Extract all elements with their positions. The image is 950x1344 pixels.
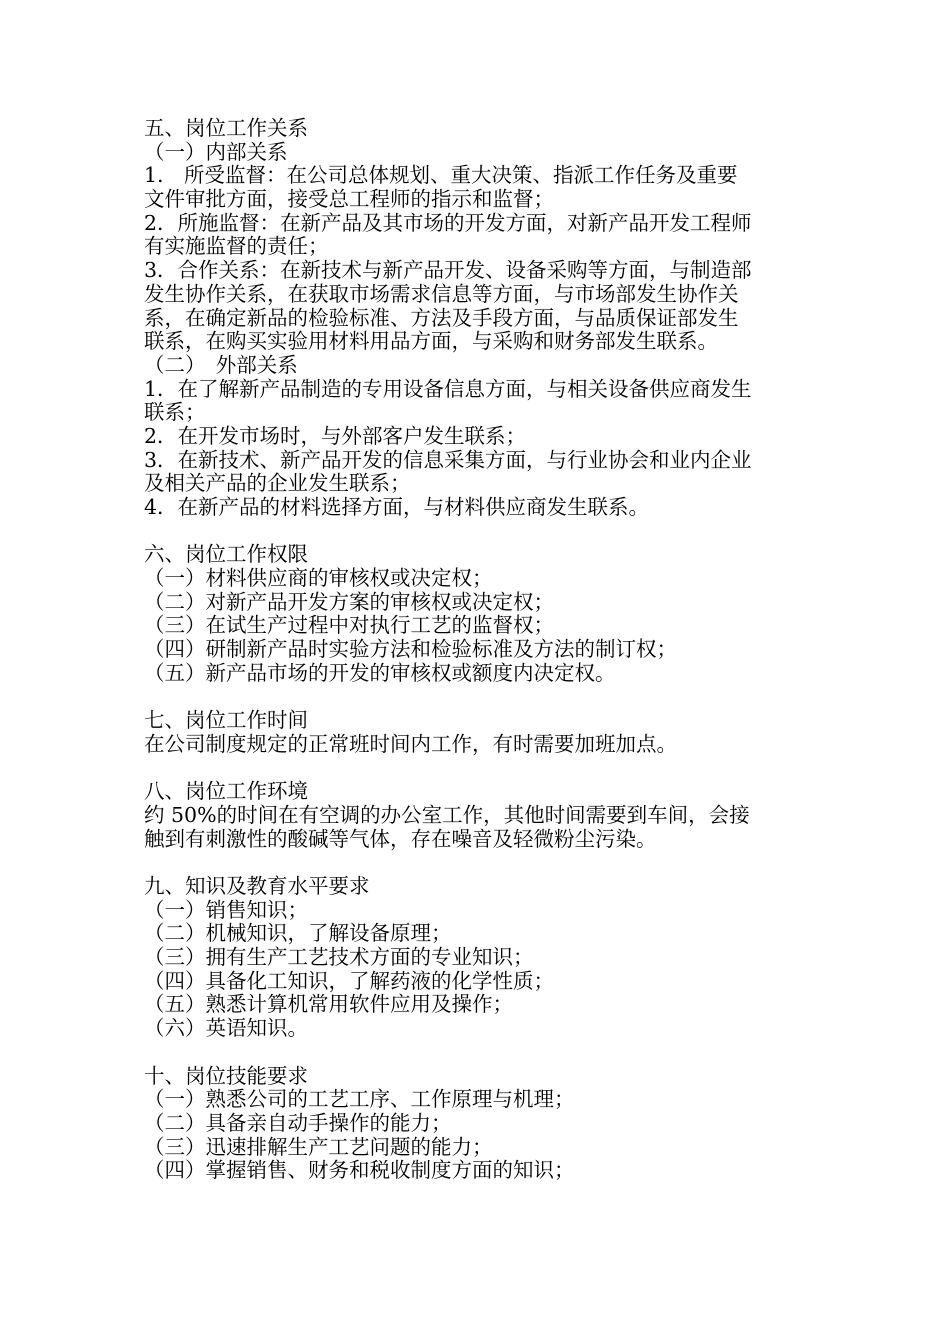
text-line: 及相关产品的企业发生联系； [144, 471, 411, 496]
text-line: （三）拥有生产工艺技术方面的专业知识； [144, 945, 534, 970]
blank-line [144, 686, 814, 710]
text-line: 1. 所受监督：在公司总体规划、重大决策、指派工作任务及重要 [144, 163, 738, 188]
text-line: （二）对新产品开发方案的审核权或决定权； [144, 589, 554, 614]
text-line: 有实施监督的责任； [144, 234, 329, 259]
blank-line [144, 520, 814, 544]
section-title: 九、知识及教育水平要求 [144, 874, 370, 898]
text-line: （六）英语知识。 [144, 1016, 308, 1041]
document-page [144, 117, 814, 1183]
section-title: 六、岗位工作权限 [144, 542, 308, 567]
text-line: （二）机械知识，了解设备原理； [144, 921, 452, 946]
text-line: （四）研制新产品时实验方法和检验标准及方法的制订权； [144, 637, 677, 662]
section-title: 八、岗位工作环境 [144, 779, 308, 804]
section-skill-requirements [144, 1065, 814, 1183]
section-title: 五、岗位工作关系 [144, 116, 308, 140]
text-line: 4．在新产品的材料选择方面，与材料供应商发生联系。 [144, 495, 650, 519]
text-line: 1．在了解新产品制造的专用设备信息方面，与相关设备供应商发生 [144, 376, 752, 401]
text-line: 系，在确定新品的检验标准、方法及手段方面，与品质保证部发生 [144, 305, 739, 330]
text-line: 联系，在购买实验用材料用品方面，与采购和财务部发生联系。 [144, 329, 718, 354]
text-line: （五）新产品市场的开发的审核权或额度内决定权。 [144, 660, 616, 685]
text-line: 2．在开发市场时，与外部客户发生联系； [144, 423, 527, 448]
text-line: （三）在试生产过程中对执行工艺的监督权； [144, 613, 554, 638]
text-line: （一）内部关系 [144, 139, 288, 164]
text-line: （四）掌握销售、财务和税收制度方面的知识； [144, 1158, 575, 1183]
blank-line [144, 1041, 814, 1065]
text-line: （一）销售知识； [144, 897, 308, 922]
text-line: 3．合作关系：在新技术与新产品开发、设备采购等方面，与制造部 [144, 258, 752, 283]
text-line: 在公司制度规定的正常班时间内工作，有时需要加班加点。 [144, 731, 677, 756]
text-line: （五）熟悉计算机常用软件应用及操作； [144, 992, 513, 1017]
text-line: 联系； [144, 400, 206, 425]
section-job-authority [144, 543, 814, 685]
text-line: 触到有刺激性的酸碱等气体，存在噪音及轻微粉尘污染。 [144, 826, 657, 851]
section-title: 十、岗位技能要求 [144, 1063, 308, 1088]
blank-line [144, 851, 814, 875]
section-work-hours [144, 709, 814, 756]
section-knowledge-requirements [144, 875, 814, 1041]
text-line: （三）迅速排解生产工艺问题的能力； [144, 1134, 493, 1159]
text-line: 发生协作关系，在获取市场需求信息等方面，与市场部发生协作关 [144, 281, 739, 306]
text-line: （二）具备亲自动手操作的能力； [144, 1110, 452, 1135]
section-title: 七、岗位工作时间 [144, 708, 308, 733]
text-line: （四）具备化工知识，了解药液的化学性质； [144, 968, 554, 993]
text-line: （一）材料供应商的审核权或决定权； [144, 566, 493, 591]
section-work-environment [144, 780, 814, 851]
blank-line [144, 757, 814, 781]
text-line: （二） 外部关系 [144, 352, 298, 377]
section-job-relations [144, 117, 814, 520]
text-line: 约 50%的时间在有空调的办公室工作，其他时间需要到车间，会接 [144, 802, 750, 827]
text-line: （一）熟悉公司的工艺工序、工作原理与机理； [144, 1087, 575, 1112]
text-line: 文件审批方面，接受总工程师的指示和监督； [144, 187, 554, 212]
text-line: 2．所施监督：在新产品及其市场的开发方面，对新产品开发工程师 [144, 210, 752, 235]
text-line: 3．在新技术、新产品开发的信息采集方面，与行业协会和业内企业 [144, 447, 752, 472]
